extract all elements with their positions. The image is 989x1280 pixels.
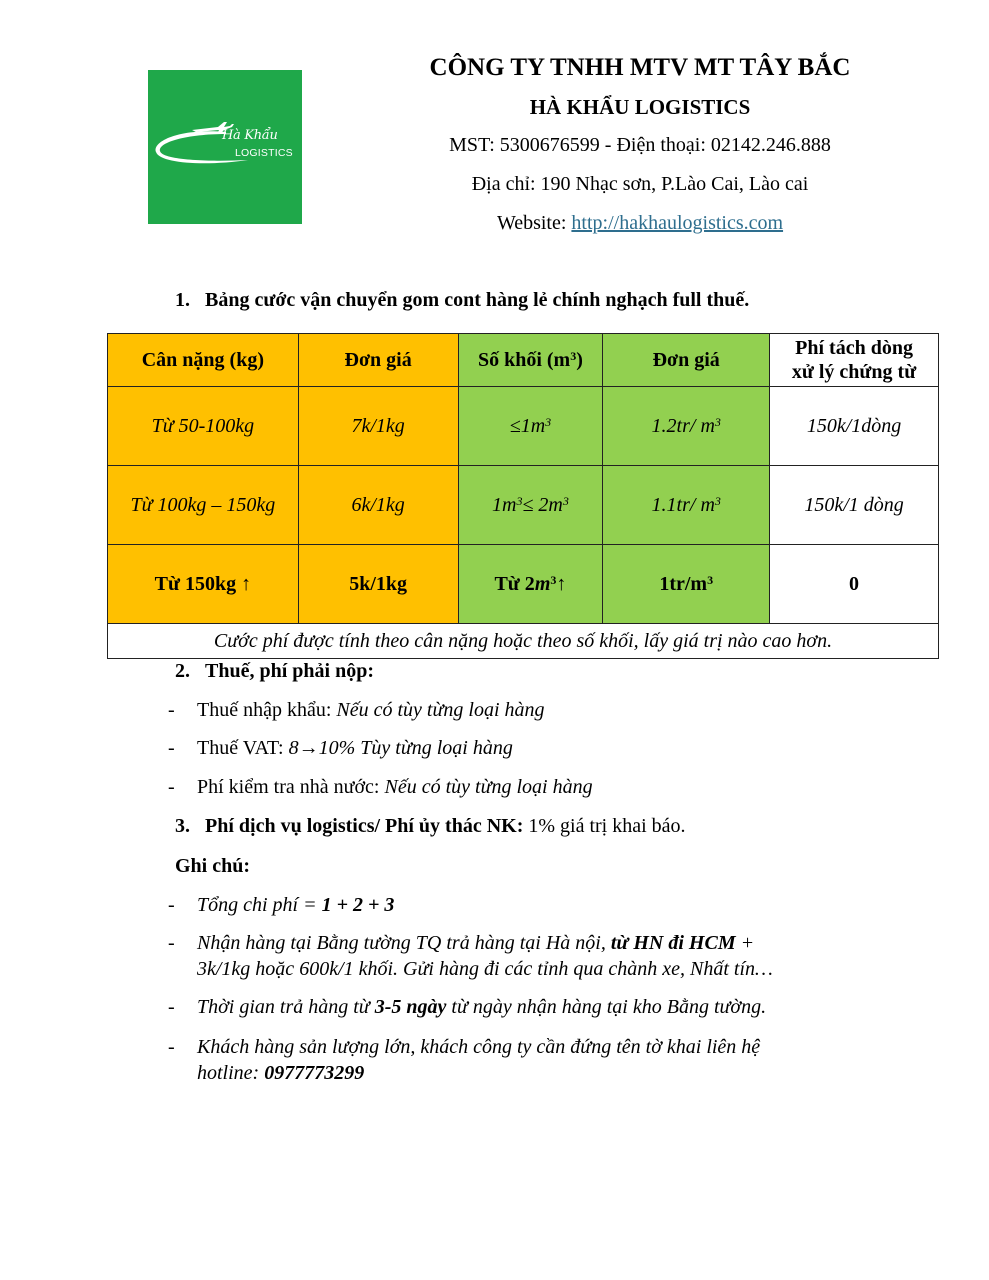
table-header-row [108, 334, 939, 387]
section-2-heading [175, 660, 374, 683]
bulk-customer-text: Khách hàng sản lượng lớn, khách công ty cần đứng tên tờ khai liên hệ [197, 1036, 761, 1058]
cell-volume: Từ $2m^3↑$ [458, 545, 603, 624]
section-1-title: Bảng cước vận chuyển gom cont hàng lẻ chính nghạch full thuế. [205, 289, 750, 311]
table-note-row [108, 624, 939, 659]
tax-item-value: Nếu có tùy từng loại hàng [336, 699, 545, 721]
logo-script-text: Hà Khẩu [222, 128, 278, 143]
hotline-number: 0977773299 [264, 1062, 365, 1084]
website-line [400, 204, 880, 243]
brand-name: HÀ KHẨU LOGISTICS [529, 95, 751, 119]
receive-text: Nhận hàng tại Bằng tường TQ trả hàng tại Hà nội, [197, 932, 611, 954]
tax-item-value: 8→10% Tùy từng loại hàng [288, 737, 513, 759]
cell-split-fee: 0 [770, 545, 939, 624]
header-volume-price: Đơn giá [603, 334, 770, 387]
tax-item-value: Nếu có tùy từng loại hàng [384, 776, 593, 798]
total-value: 1 + 2 + 3 [321, 894, 395, 916]
address-line: Địa chỉ: 190 Nhạc sơn, P.Lào Cai, Lào cai [471, 173, 809, 195]
receive-route: từ HN đi HCM [610, 932, 736, 954]
cell-weight-price: 7k/1kg [298, 387, 458, 466]
section-1-number: 1. [175, 289, 190, 311]
section-3-number: 3. [175, 815, 190, 837]
cell-volume-price: $1tr/m^3$ [603, 545, 770, 624]
cell-weight: Từ 150kg ↑ [108, 545, 299, 624]
cell-weight: Từ 50-100kg [108, 387, 299, 466]
cell-weight-price: 5k/1kg [298, 545, 458, 624]
header-weight-price: Đơn giá [298, 334, 458, 387]
tax-item-label: Thuế nhập khẩu: [197, 699, 337, 721]
cell-volume-price: 1.2tr/ $m^3$ [603, 387, 770, 466]
list-dash: - [168, 699, 175, 721]
table-row [108, 387, 939, 466]
cell-weight-price: 6k/1kg [298, 466, 458, 545]
company-header [400, 50, 880, 243]
table-row [108, 545, 939, 624]
total-label: Tổng chi phí = [197, 894, 322, 916]
list-dash: - [168, 932, 175, 954]
section-3-value: 1% giá trị khai báo. [523, 815, 686, 837]
header-split-fee: Phí tách dòng xử lý chứng từ [770, 334, 939, 387]
cell-split-fee: 150k/1 dòng [770, 466, 939, 545]
notes-heading: Ghi chú: [175, 855, 251, 877]
tax-item-label: Thuế VAT: [197, 737, 289, 759]
company-logo [148, 70, 302, 224]
cell-split-fee: 150k/1dòng [770, 387, 939, 466]
list-dash: - [168, 737, 175, 759]
header-volume: Số khối $(m^3)$ [458, 334, 603, 387]
website-link[interactable]: http://hakhaulogistics.com [571, 212, 784, 234]
section-3-title: Phí dịch vụ logistics/ Phí ủy thác NK: [205, 815, 524, 837]
section-2-title: Thuế, phí phải nộp: [205, 660, 374, 682]
list-dash: - [168, 1036, 175, 1058]
table-row [108, 466, 939, 545]
hotline-label: hotline: [197, 1062, 265, 1084]
section-2-number: 2. [175, 660, 190, 682]
rate-table [107, 333, 939, 659]
list-dash: - [168, 894, 175, 916]
cell-weight: Từ 100kg – 150kg [108, 466, 299, 545]
cell-volume-price: 1.1tr/ $m^3$ [603, 466, 770, 545]
time-text: Thời gian trả hàng từ [197, 996, 375, 1018]
table-note: Cước phí được tính theo cân nặng hoặc theo số khối, lấy giá trị nào cao hơn. [108, 624, 939, 659]
company-name: CÔNG TY TNHH MTV MT TÂY BẮC [429, 54, 851, 81]
tax-phone-line: MST: 5300676599 - Điện thoại: 02142.246.888 [449, 134, 831, 156]
section-1-heading [175, 289, 749, 312]
cell-volume: $\le 1m^3$ [458, 387, 603, 466]
cell-volume: $1m^3\le 2m^3$ [458, 466, 603, 545]
list-dash: - [168, 996, 175, 1018]
receive-text-line2: 3k/1kg hoặc 600k/1 khối. Gửi hàng đi các tỉnh qua chành xe, Nhất tín… [197, 958, 773, 980]
section-3-heading [175, 815, 686, 838]
header-weight: Cân nặng (kg) [108, 334, 299, 387]
list-dash: - [168, 776, 175, 798]
website-label: Website: [496, 212, 572, 234]
tax-item-label: Phí kiểm tra nhà nước: [197, 776, 385, 798]
logo-word-text: LOGISTICS [235, 147, 293, 159]
time-days: 3-5 ngày [374, 996, 447, 1018]
